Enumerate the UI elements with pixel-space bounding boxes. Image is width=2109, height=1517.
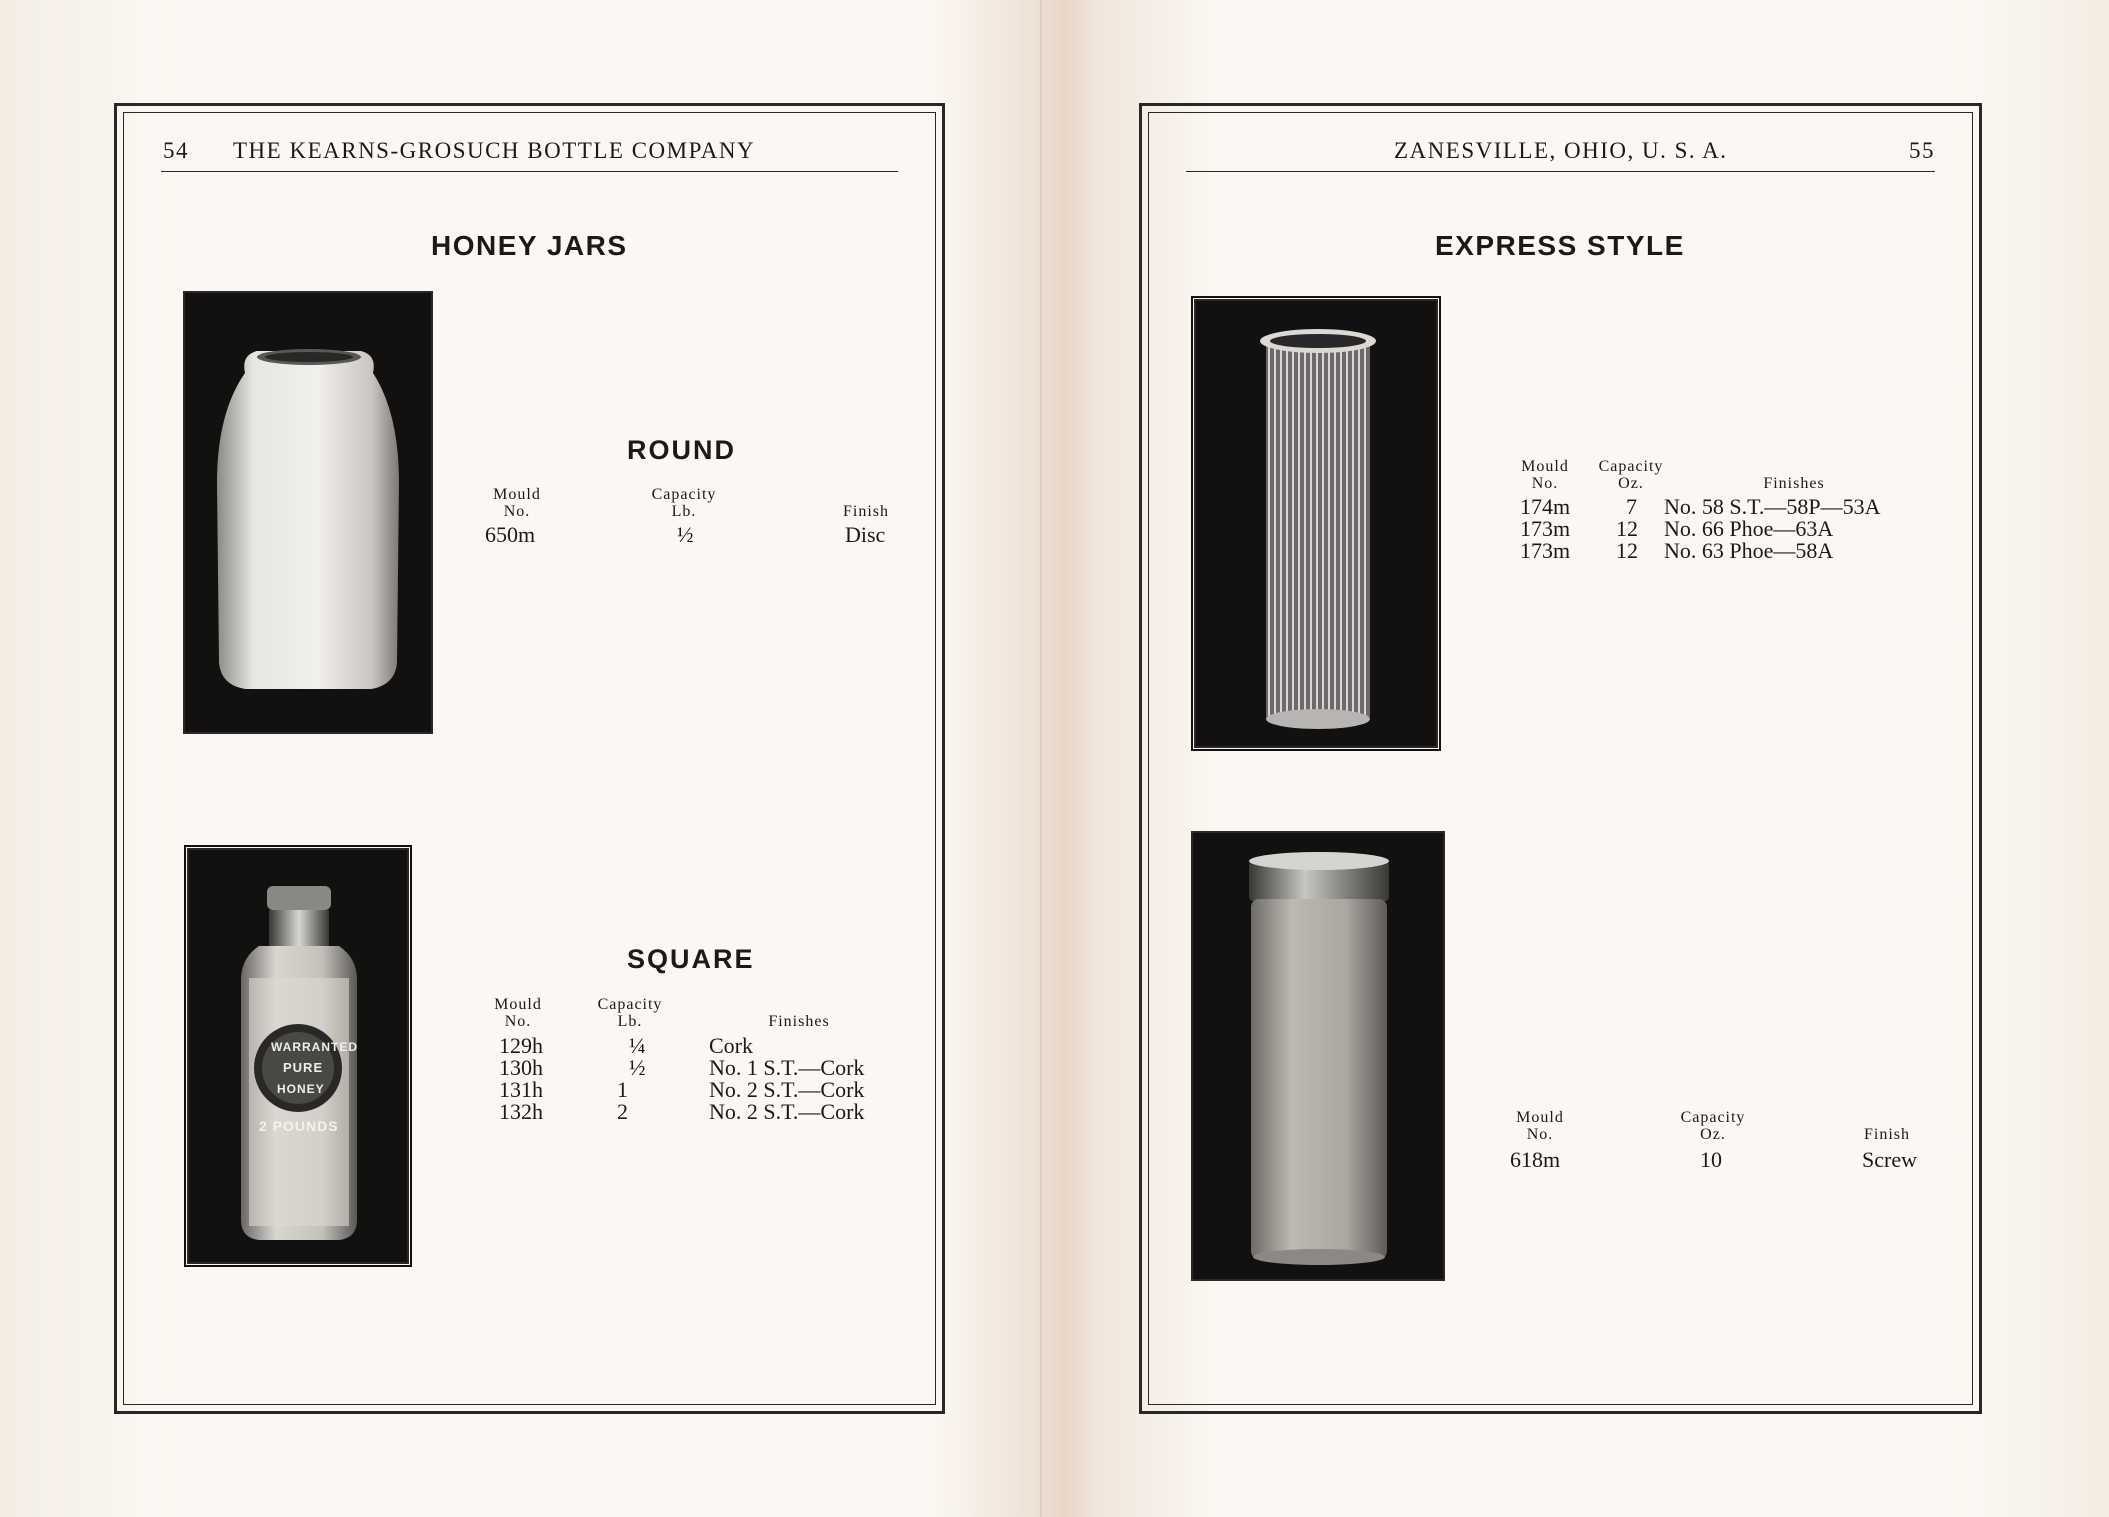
square-row-capacity: 2: [617, 1099, 628, 1124]
express-row-mould: 173m: [1520, 516, 1571, 541]
screw-jar-illustration: [1193, 833, 1443, 1279]
round-jar-illustration: [185, 293, 431, 732]
running-head: THE KEARNS-GROSUCH BOTTLE COMPANY: [233, 138, 756, 163]
round-capacity-value: ½: [677, 522, 694, 547]
right-page-header: [1186, 128, 1935, 172]
square-jar-illustration: [189, 850, 407, 1262]
running-head: ZANESVILLE, OHIO, U. S. A.: [1394, 138, 1728, 163]
square-col-mould: Mould No.: [494, 996, 542, 1030]
screw-finish-value: Screw: [1862, 1147, 1917, 1172]
page-number: 55: [1909, 138, 1935, 163]
left-page-header: [161, 128, 898, 172]
book-gutter: [1040, 0, 1042, 1517]
square-row-capacity: ¼: [629, 1033, 646, 1058]
page-title: HONEY JARS: [431, 230, 628, 261]
round-honey-jar-photo: [185, 293, 431, 732]
header-rule: [1186, 171, 1935, 172]
jar-label-warranted: WARRANTED: [271, 1040, 358, 1054]
jar-label-2-pounds: 2 POUNDS: [259, 1118, 339, 1134]
screw-col-finish: Finish: [1863, 1126, 1910, 1143]
round-col-capacity: Capacity Lb.: [651, 486, 717, 520]
page-number: 54: [163, 138, 189, 163]
express-col-capacity: Capacity Oz.: [1598, 458, 1664, 492]
round-col-mould: Mould No.: [493, 486, 541, 520]
express-row-finish: No. 58 S.T.—58P—53A: [1664, 494, 1881, 519]
square-row-capacity: ½: [629, 1055, 646, 1080]
square-col-finishes: Finishes: [768, 1013, 830, 1030]
express-row-capacity: 12: [1616, 516, 1638, 541]
square-row-mould: 130h: [499, 1055, 543, 1080]
square-heading: SQUARE: [627, 944, 755, 974]
page-title: EXPRESS STYLE: [1435, 230, 1685, 261]
square-row-finish: Cork: [709, 1033, 753, 1058]
square-row-mould: 132h: [499, 1099, 543, 1124]
express-col-mould: Mould No.: [1521, 458, 1569, 492]
header-rule: [161, 171, 898, 172]
express-row-capacity: 12: [1616, 538, 1638, 563]
round-mould-value: 650m: [485, 522, 536, 547]
screw-cap-jar-photo: [1193, 833, 1443, 1279]
express-col-finishes: Finishes: [1763, 475, 1825, 492]
screw-mould-value: 618m: [1510, 1147, 1561, 1172]
square-honey-jar-photo: [189, 850, 407, 1262]
round-heading: ROUND: [627, 435, 736, 465]
jar-label-honey: HONEY: [277, 1082, 325, 1096]
screw-capacity-value: 10: [1700, 1147, 1722, 1172]
jar-label-pure: PURE: [283, 1060, 324, 1075]
square-row-finish: No. 1 S.T.—Cork: [709, 1055, 865, 1080]
clear-jar-illustration: [1196, 301, 1436, 746]
square-row-finish: No. 2 S.T.—Cork: [709, 1077, 865, 1102]
screw-col-mould: Mould No.: [1516, 1109, 1564, 1143]
left-page: [114, 103, 945, 1414]
express-row-mould: 174m: [1520, 494, 1571, 519]
right-page: [1139, 103, 1982, 1414]
round-finish-value: Disc: [845, 522, 886, 547]
square-row-mould: 131h: [499, 1077, 543, 1102]
express-clear-jar-photo: [1196, 301, 1436, 746]
express-row-finish: No. 63 Phoe—58A: [1664, 538, 1834, 563]
square-row-finish: No. 2 S.T.—Cork: [709, 1099, 865, 1124]
square-row-mould: 129h: [499, 1033, 543, 1058]
screw-col-capacity: Capacity Oz.: [1680, 1109, 1746, 1143]
square-col-capacity: Capacity Lb.: [597, 996, 663, 1030]
express-row-mould: 173m: [1520, 538, 1571, 563]
express-row-finish: No. 66 Phoe—63A: [1664, 516, 1834, 541]
round-col-finish: Finish: [842, 503, 889, 520]
express-row-capacity: 7: [1626, 494, 1637, 519]
square-row-capacity: 1: [617, 1077, 628, 1102]
